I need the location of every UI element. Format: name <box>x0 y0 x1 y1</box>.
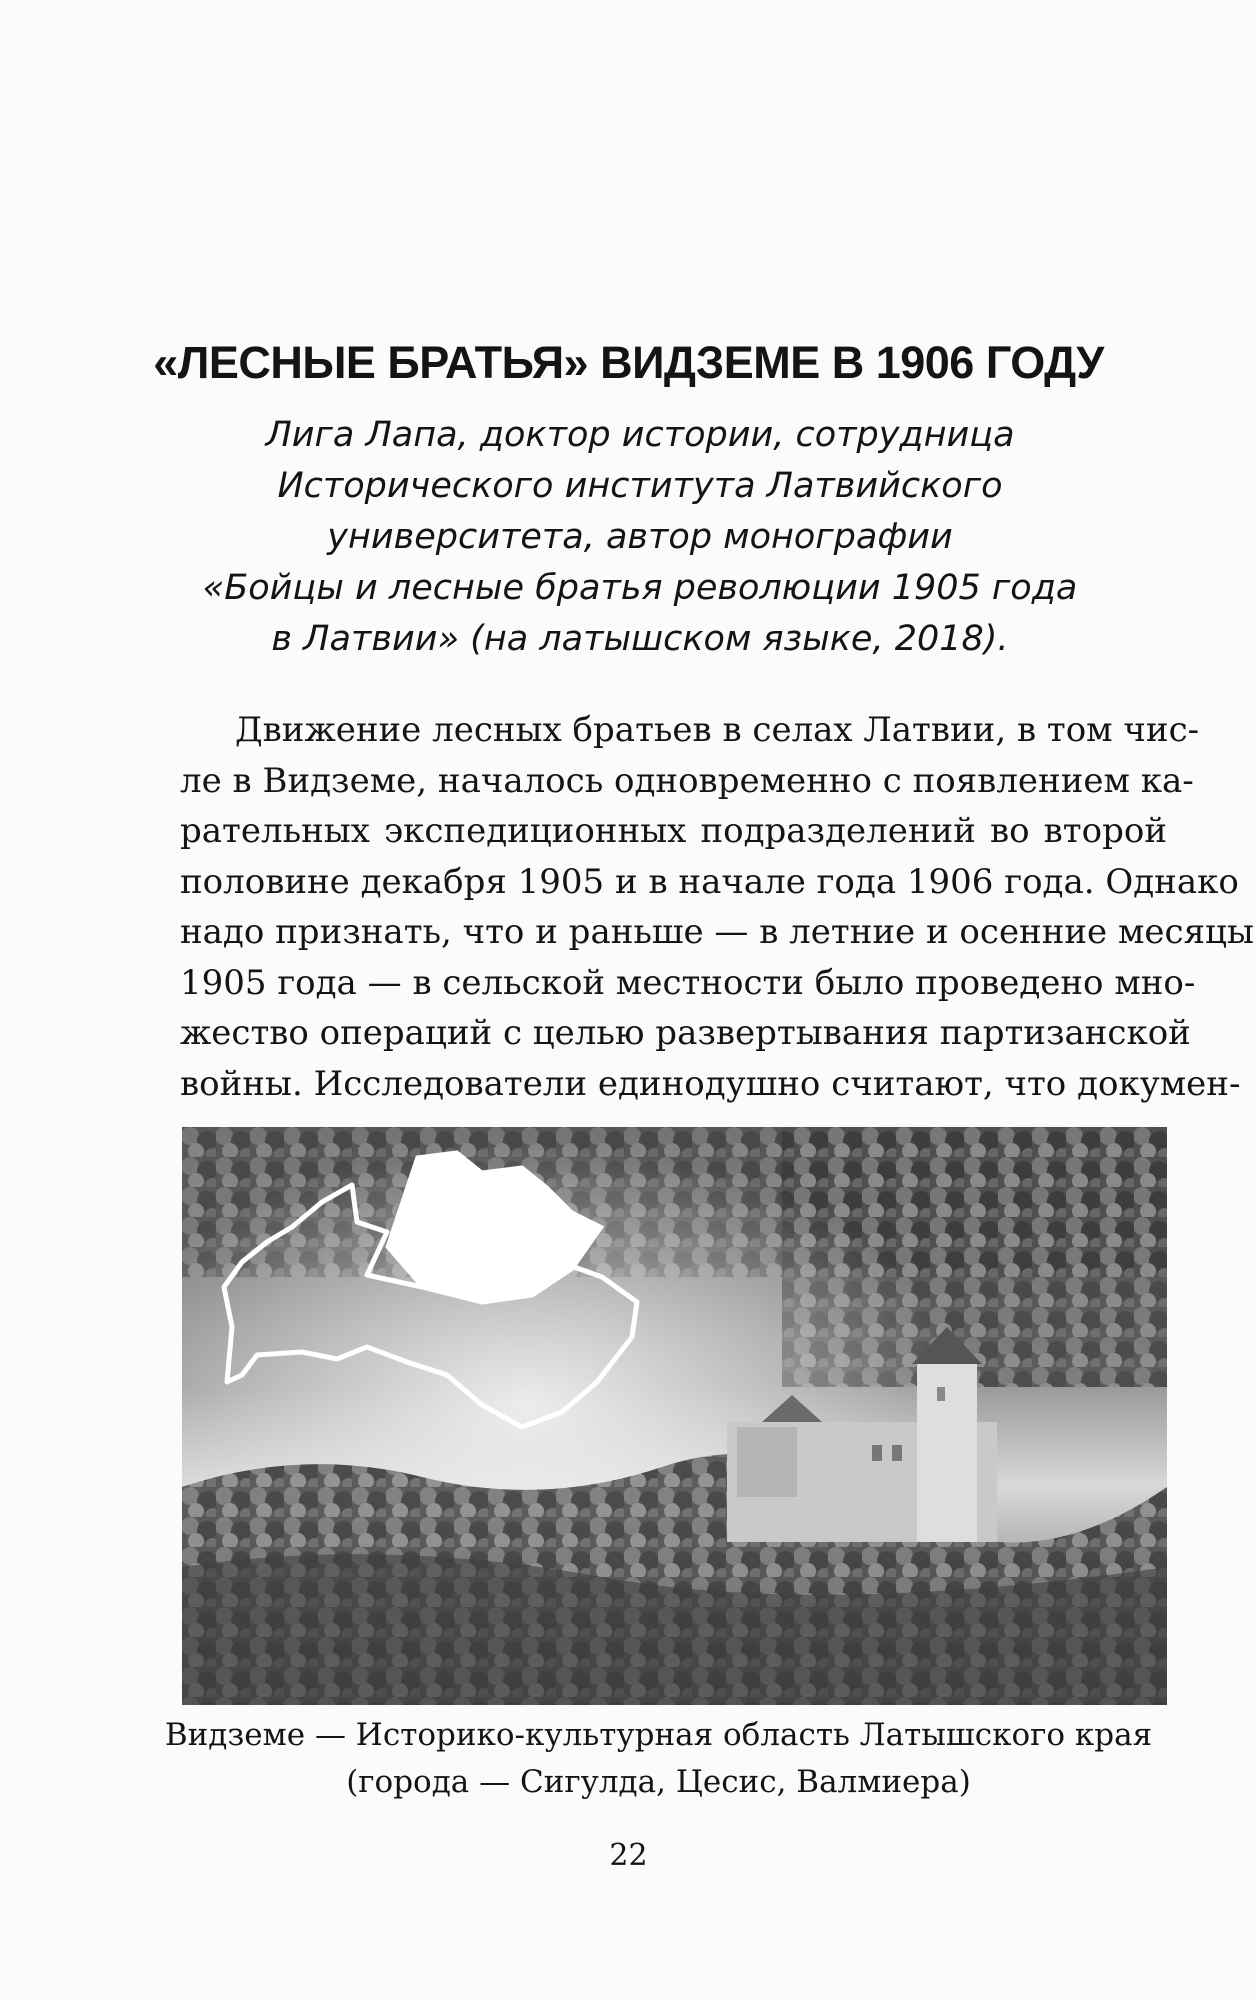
byline-line: «Бойцы и лесные братья революции 1905 года <box>202 568 1078 608</box>
caption-line: (города — Сигулда, Цесис, Валмиера) <box>346 1764 971 1800</box>
caption-line: Видземе — Историко-культурная область Латышского края <box>164 1717 1153 1753</box>
body-line: Движение лесных братьев в селах Латвии, в том чис- <box>235 710 1200 750</box>
body-line: половине декабря 1905 и в начале года 1906 года. Однако <box>180 861 1239 902</box>
page-number: 22 <box>609 1838 648 1873</box>
body-line: 1905 года — в сельской местности было проведено мно- <box>180 962 1196 1003</box>
byline-line: университета, автор монографии <box>327 517 953 557</box>
author-byline <box>200 410 1080 665</box>
figure-caption <box>150 1712 1167 1806</box>
body-line: жество операций с целью развертывания партизанской <box>180 1013 1191 1053</box>
article-title: «ЛЕСНЫЕ БРАТЬЯ» ВИДЗЕМЕ В 1906 ГОДУ <box>153 337 1104 388</box>
body-line: войны. Исследователи единодушно считают, что докумен- <box>180 1063 1241 1104</box>
landscape-with-map-image <box>182 1127 1167 1705</box>
body-line: надо признать, что и раньше — в летние и осенние месяцы <box>180 912 1254 952</box>
byline-line: Исторического института Латвийского <box>277 466 1003 506</box>
vidzeme-photo <box>182 1127 1167 1705</box>
body-line: ле в Видземе, началось одновременно с появлением ка- <box>180 760 1194 801</box>
byline-line: в Латвии» (на латышском языке, 2018). <box>271 619 1009 659</box>
body-line: рательных экспедиционных подразделений во второй <box>180 811 1167 851</box>
byline-line: Лига Лапа, доктор истории, сотрудница <box>265 415 1015 455</box>
body-paragraph <box>180 705 1254 1109</box>
